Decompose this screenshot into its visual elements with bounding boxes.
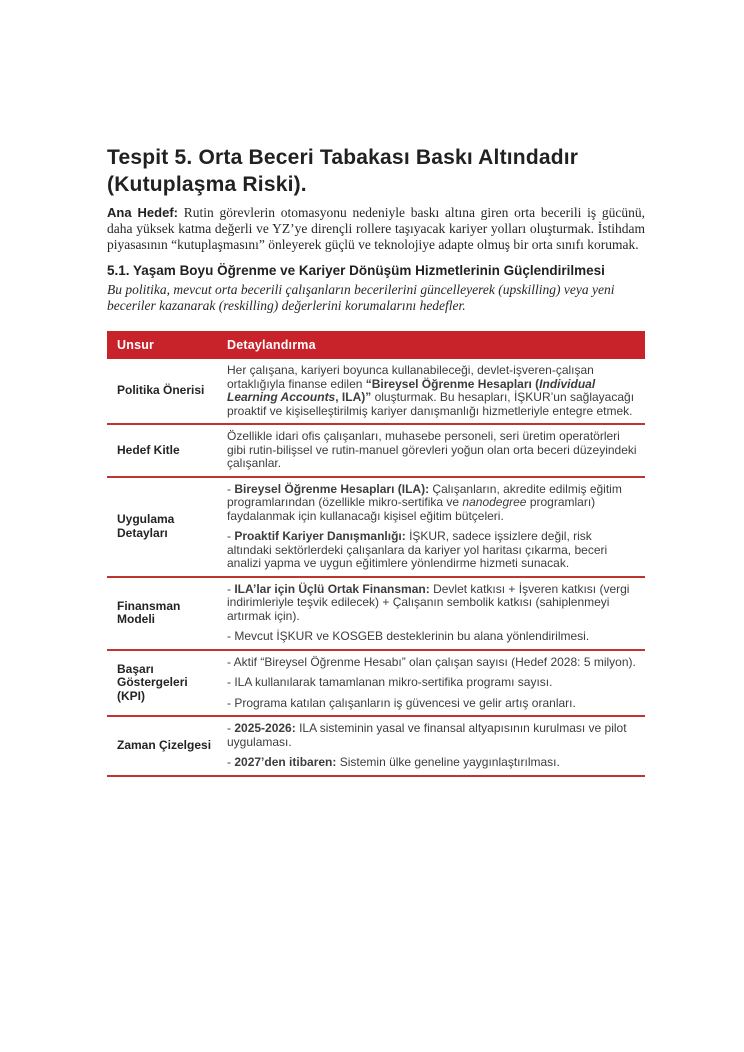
detail-paragraph: - Aktif “Bireysel Öğrenme Hesabı” olan çalışan sayısı (Hedef 2028: 5 milyon). (227, 654, 636, 669)
main-goal-paragraph (107, 205, 645, 253)
row-label: Politika Önerisi (107, 359, 217, 424)
section-intro-paragraph: Bu politika, mevcut orta becerili çalışanların becerilerini güncelleyerek (upskilling) veya yeni beceriler kazanarak (reskilling) değerlerini korumalarını hedefler. (107, 282, 615, 313)
policy-table (107, 331, 645, 777)
table-row (107, 577, 645, 650)
policy-table-body (107, 359, 645, 776)
column-header-detaylandirma: Detaylandırma (217, 331, 645, 359)
detail-paragraph: - Bireysel Öğrenme Hesapları (ILA): Çalışanların, akredite edilmiş eğitim programlarından (özellikle mikro-sertifika ve nanodegree programları) faydalanmak için kullanacağı kişisel eğitim bütçeleri. (227, 481, 622, 523)
row-detail (217, 477, 645, 577)
document-page (107, 144, 645, 777)
detail-paragraph: - 2025-2026: ILA sisteminin yasal ve finansal altyapısının kurulması ve pilot uygulaması. (227, 721, 627, 749)
detail-paragraph: - Programa katılan çalışanların iş güvencesi ve gelir artış oranları. (227, 695, 576, 710)
row-label: Hedef Kitle (107, 424, 217, 477)
header-row (107, 331, 645, 359)
row-label: Uygulama Detayları (107, 477, 217, 577)
table-row (107, 716, 645, 776)
detail-paragraph: - Mevcut İŞKUR ve KOSGEB desteklerinin bu alana yönlendirilmesi. (227, 629, 590, 643)
detail-paragraph: - ILA kullanılarak tamamlanan mikro-sertifika programı sayısı. (227, 675, 553, 689)
page-title: Tespit 5. Orta Beceri Tabakası Baskı Altındadır (Kutuplaşma Riski). (107, 146, 579, 196)
row-detail (217, 577, 645, 650)
table-row (107, 359, 645, 424)
table-row (107, 424, 645, 477)
detail-paragraph: Her çalışana, kariyeri boyunca kullanabileceği, devlet-işveren-çalışan ortaklığıyla finanse edilen “Bireysel Öğrenme Hesapları (Individual Learning Accounts, ILA)” oluşturmak. Bu hesapları, İŞKUR’un sağlayacağı proaktif ve kişiselleştirilmiş kariyer danışmanlığı hizmetleriyle entegre etmek. (227, 363, 635, 418)
main-goal-label: Ana Hedef: (107, 205, 178, 220)
detail-paragraph: Özellikle idari ofis çalışanları, muhasebe personeli, seri üretim operatörleri gibi rutin-bilişsel ve rutin-manuel görevleri yoğun olan orta beceri düzeyindeki çalışanlar. (227, 429, 637, 470)
row-label: Zaman Çizelgesi (107, 716, 217, 776)
row-label: Finansman Modeli (107, 577, 217, 650)
section-heading: 5.1. Yaşam Boyu Öğrenme ve Kariyer Dönüşüm Hizmetlerinin Güçlendirilmesi (107, 263, 605, 278)
table-row (107, 477, 645, 577)
detail-paragraph: - ILA’lar için Üçlü Ortak Finansman: Devlet katkısı + İşveren katkısı (vergi indirimleriyle teşvik edilecek) + Çalışanın sembolik katkısı (sahiplenmeyi artırmak için). (227, 581, 630, 623)
row-detail (217, 650, 645, 717)
row-detail (217, 359, 645, 424)
row-label: Başarı Göstergeleri (KPI) (107, 650, 217, 717)
row-detail (217, 424, 645, 477)
policy-table-header (107, 331, 645, 359)
row-detail (217, 716, 645, 776)
main-goal-text: Rutin görevlerin otomasyonu nedeniyle baskı altına giren orta becerili iş gücünü, daha yüksek katma değerli ve YZ’ye dirençli rollere taşıyacak kariyer yolları oluşturmak. İstihdam piyasasının “kutuplaşmasını” önleyerek güçlü ve teknolojiye adapte olmuş bir orta sınıfı korumak. (107, 205, 645, 252)
table-row (107, 650, 645, 717)
detail-paragraph: - Proaktif Kariyer Danışmanlığı: İŞKUR, sadece işsizlere değil, risk altındaki sektörlerdeki çalışanlara da kariyer yol haritası çıkarma, beceri analizi yapma ve uygun eğitimlere yönlendirme hizmeti sunacak. (227, 529, 608, 570)
column-header-unsur: Unsur (107, 331, 217, 359)
detail-paragraph: - 2027’den itibaren: Sistemin ülke geneline yaygınlaştırılması. (227, 755, 560, 769)
